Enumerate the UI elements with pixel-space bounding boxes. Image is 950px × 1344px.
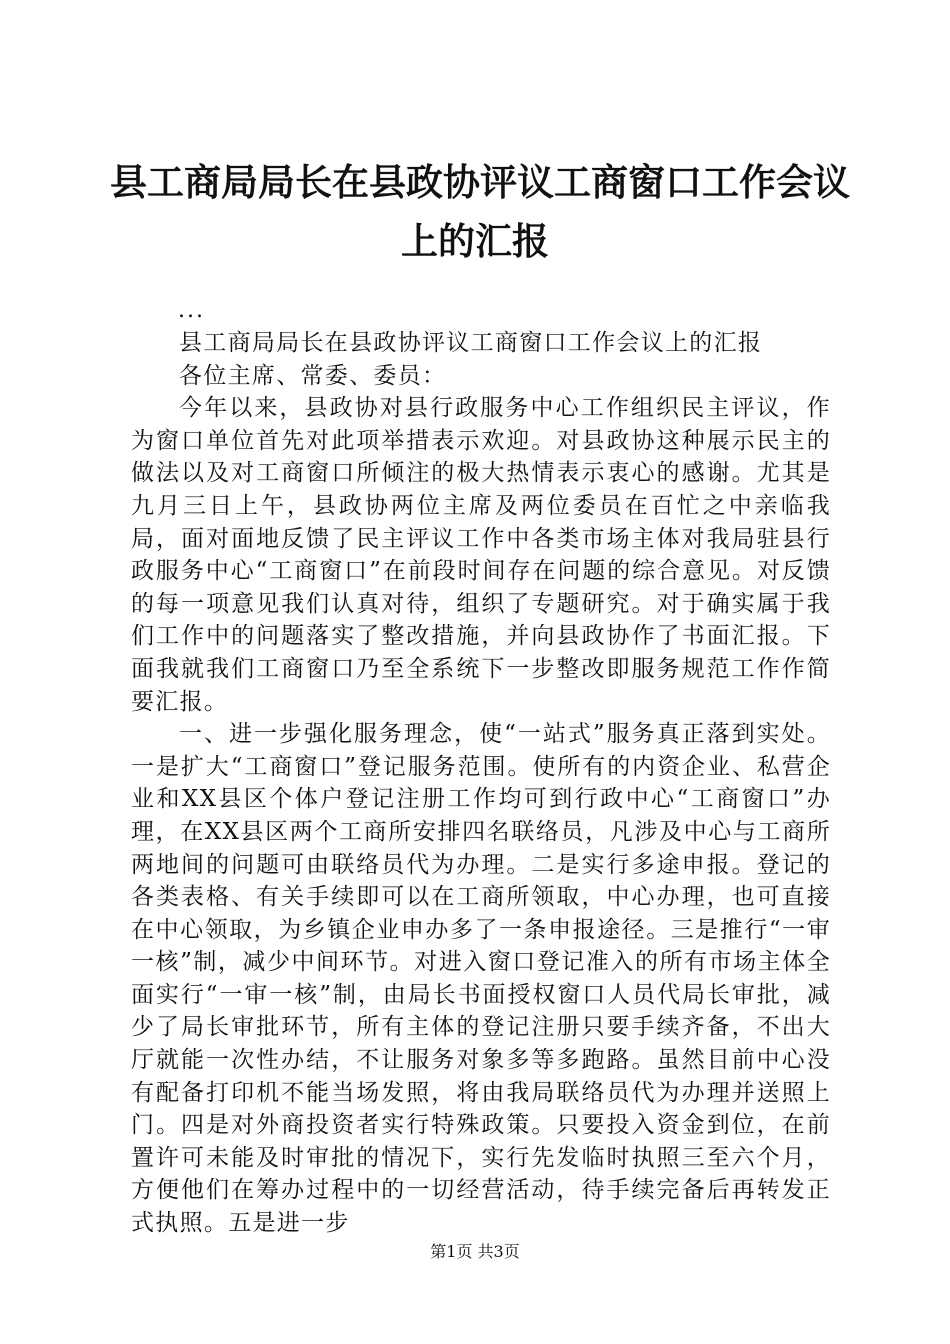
ellipsis-marker: ... xyxy=(178,298,205,323)
intro-paragraph: 今年以来，县政协对县行政服务中心工作组织民主评议，作为窗口单位首先对此项举措表示欢迎。对县政协这种展示民主的做法以及对工商窗口所倾注的极大热情表示衷心的感谢。尤其是九月三日上午，县政协两位主席及两位委员在百忙之中亲临我局，面对面地反馈了民主评议工作中各类市场主体对我局驻县行政服务中心“工商窗口”在前段时间存在问题的综合意见。对反馈的每一项意见我们认真对待，组织了专题研究。对于确实属于我们工作中的问题落实了整改措施，并向县政协作了书面汇报。下面我就我们工商窗口乃至全系统下一步整改即服务规范工作作简要汇报。 xyxy=(131,395,831,715)
document-body xyxy=(131,327,831,1240)
page-number-footer: 第1页 共3页 xyxy=(430,1242,520,1261)
body-heading-paragraph: 县工商局局长在县政协评议工商窗口工作会议上的汇报 xyxy=(179,330,763,356)
salutation-paragraph: 各位主席、常委、委员： xyxy=(179,362,447,389)
document-title-line-2: 上的汇报 xyxy=(401,219,549,263)
section-one-paragraph: 一、进一步强化服务理念，使“一站式”服务真正落到实处。一是扩大“工商窗口”登记服务范围。使所有的内资企业、私营企业和XX县区个体户登记注册工作均可到行政中心“工商窗口”办理，在XX县区两个工商所安排四名联络员，凡涉及中心与工商所两地间的问题可由联络员代为办理。二是实行多途申报。登记的各类表格、有关手续即可以在工商所领取，中心办理，也可直接在中心领取，为乡镇企业申办多了一条申报途径。三是推行“一审一核”制，减少中间环节。对进入窗口登记准入的所有市场主体全面实行“一审一核”制，由局长书面授权窗口人员代局长审批，减少了局长审批环节，所有主体的登记注册只要手续齐备，不出大厅就能一次性办结，不让服务对象多等多跑路。虽然目前中心没有配备打印机不能当场发照，将由我局联络员代为办理并送照上门。四是对外商投资者实行特殊政策。只要投入资金到位，在前置许可未能及时审批的情况下，实行先发临时执照三至六个月，方便他们在筹办过程中的一切经营活动，待手续完备后再转发正式执照。五是进一步 xyxy=(131,721,831,1237)
document-title-line-1: 县工商局局长在县政协评议工商窗口工作会议 xyxy=(110,160,850,204)
